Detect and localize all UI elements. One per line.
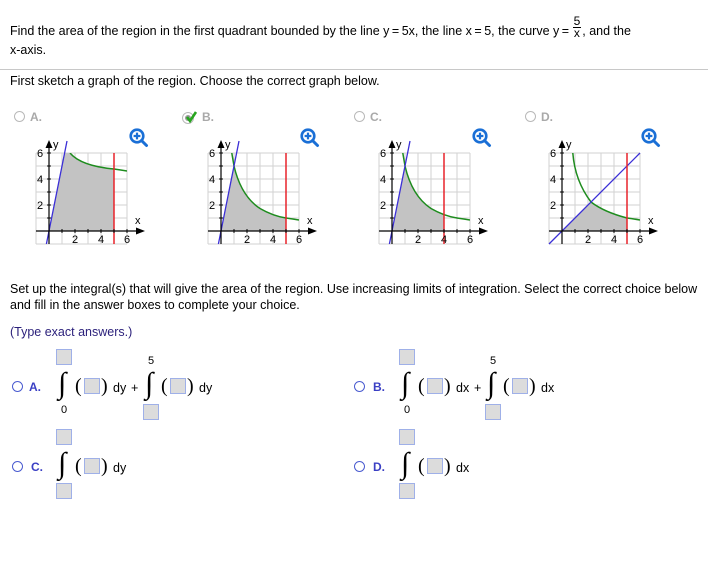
- svg-text:2: 2: [415, 234, 422, 246]
- svg-text:2: 2: [209, 200, 216, 212]
- svg-text:6: 6: [209, 148, 216, 160]
- graph-option-b-label[interactable]: B.: [202, 110, 214, 124]
- integral-sign: ∫: [145, 367, 154, 400]
- upper-limit-2: 5: [490, 355, 497, 367]
- svg-text:6: 6: [467, 234, 474, 246]
- question-text: [10, 14, 700, 43]
- graph-option-a[interactable]: [29, 136, 149, 248]
- integrand-input-2[interactable]: [170, 378, 186, 394]
- svg-text:4: 4: [98, 234, 105, 246]
- graph-option-d-label[interactable]: D.: [541, 110, 553, 124]
- graph-option-c-radio[interactable]: [354, 111, 365, 122]
- integral-sign: ∫: [487, 367, 496, 400]
- question-text-line2: x-axis.: [10, 43, 47, 57]
- graph-option-d[interactable]: [542, 136, 662, 248]
- integrand-input[interactable]: [84, 458, 100, 474]
- svg-text:4: 4: [550, 174, 557, 186]
- integral-sign: ∫: [58, 367, 67, 400]
- svg-text:4: 4: [270, 234, 277, 246]
- integral-sign: ∫: [401, 447, 410, 480]
- graph-option-c[interactable]: [372, 136, 492, 248]
- exact-answers-note: (Type exact answers.): [10, 325, 133, 339]
- close-paren: ): [101, 375, 108, 397]
- integral-option-d-label[interactable]: D.: [373, 460, 385, 474]
- lower-limit-input-2[interactable]: [143, 404, 159, 420]
- close-paren: ): [444, 375, 451, 397]
- integrand-input-1[interactable]: [84, 378, 100, 394]
- graph-option-c-label[interactable]: C.: [370, 110, 382, 124]
- integral-option-b-radio[interactable]: [354, 381, 365, 392]
- upper-limit-input-1[interactable]: [56, 349, 72, 365]
- svg-text:2: 2: [72, 234, 79, 246]
- upper-limit-2: 5: [148, 355, 155, 367]
- svg-text:x: x: [135, 215, 141, 227]
- graph-option-a-label[interactable]: A.: [30, 110, 42, 124]
- svg-text:4: 4: [380, 174, 387, 186]
- differential-dy: dy: [199, 381, 213, 395]
- svg-text:y: y: [396, 139, 402, 151]
- svg-text:6: 6: [296, 234, 303, 246]
- open-paren: (: [503, 375, 510, 397]
- svg-text:x: x: [648, 215, 654, 227]
- fraction-numerator: 5: [573, 14, 581, 28]
- integral-option-c-label[interactable]: C.: [31, 460, 43, 474]
- differential-dy: dy: [113, 381, 127, 395]
- close-paren: ): [529, 375, 536, 397]
- open-paren: (: [418, 375, 425, 397]
- svg-text:4: 4: [37, 174, 44, 186]
- close-paren: ): [101, 455, 108, 477]
- graph-option-a-radio[interactable]: [14, 111, 25, 122]
- open-paren: (: [418, 455, 425, 477]
- integrand-input[interactable]: [427, 458, 443, 474]
- graph-option-b[interactable]: [201, 136, 321, 248]
- plus-sign: +: [474, 381, 482, 395]
- integral-sign: ∫: [401, 367, 410, 400]
- svg-text:2: 2: [585, 234, 592, 246]
- lower-limit-input-2[interactable]: [485, 404, 501, 420]
- open-paren: (: [75, 455, 82, 477]
- open-paren: (: [75, 375, 82, 397]
- integral-option-c-radio[interactable]: [12, 461, 23, 472]
- svg-text:y: y: [566, 139, 572, 151]
- upper-limit-input[interactable]: [399, 429, 415, 445]
- close-paren: ): [444, 455, 451, 477]
- graph-option-b-radio[interactable]: [182, 111, 204, 130]
- lower-limit-1: 0: [61, 404, 68, 416]
- close-paren: ): [187, 375, 194, 397]
- svg-text:2: 2: [244, 234, 251, 246]
- svg-text:6: 6: [637, 234, 644, 246]
- integral-option-a-label[interactable]: A.: [29, 380, 41, 394]
- svg-text:6: 6: [550, 148, 557, 160]
- svg-text:2: 2: [550, 200, 557, 212]
- part2-prompt: Set up the integral(s) that will give the area of the region. Use increasing limits of integration. Select the correct choice below and fill in the answer boxes to complete your choice.: [10, 282, 698, 312]
- svg-text:y: y: [53, 139, 59, 151]
- svg-text:2: 2: [37, 200, 44, 212]
- differential-dx: dx: [456, 381, 470, 395]
- plus-sign: +: [131, 381, 139, 395]
- integral-option-b-label[interactable]: B.: [373, 380, 385, 394]
- integrand-input-2[interactable]: [512, 378, 528, 394]
- graph-option-d-radio[interactable]: [525, 111, 536, 122]
- fraction-5-over-x: [573, 16, 582, 39]
- svg-text:y: y: [225, 139, 231, 151]
- lower-limit-input[interactable]: [399, 483, 415, 499]
- integrand-input-1[interactable]: [427, 378, 443, 394]
- svg-text:x: x: [307, 215, 313, 227]
- svg-text:4: 4: [611, 234, 618, 246]
- integral-sign: ∫: [58, 447, 67, 480]
- upper-limit-input[interactable]: [56, 429, 72, 445]
- open-paren: (: [161, 375, 168, 397]
- integral-option-d-radio[interactable]: [354, 461, 365, 472]
- svg-text:6: 6: [37, 148, 44, 160]
- fraction-denominator: x: [573, 26, 580, 40]
- divider: [0, 69, 708, 70]
- svg-text:4: 4: [441, 234, 448, 246]
- svg-text:2: 2: [380, 200, 387, 212]
- integral-option-a-radio[interactable]: [12, 381, 23, 392]
- differential-dy: dy: [113, 461, 127, 475]
- selected-check-icon: [182, 111, 204, 127]
- lower-limit-1: 0: [404, 404, 411, 416]
- svg-text:x: x: [478, 215, 484, 227]
- svg-text:4: 4: [209, 174, 216, 186]
- part1-prompt: First sketch a graph of the region. Choose the correct graph below.: [10, 74, 380, 88]
- question-text-part2: , and the: [582, 23, 631, 38]
- upper-limit-input-1[interactable]: [399, 349, 415, 365]
- question-text-part1: Find the area of the region in the first quadrant bounded by the line y = 5x, the line x = 5, the curve y =: [10, 23, 572, 38]
- differential-dx: dx: [541, 381, 555, 395]
- lower-limit-input[interactable]: [56, 483, 72, 499]
- differential-dx: dx: [456, 461, 470, 475]
- svg-text:6: 6: [124, 234, 131, 246]
- svg-text:6: 6: [380, 148, 387, 160]
